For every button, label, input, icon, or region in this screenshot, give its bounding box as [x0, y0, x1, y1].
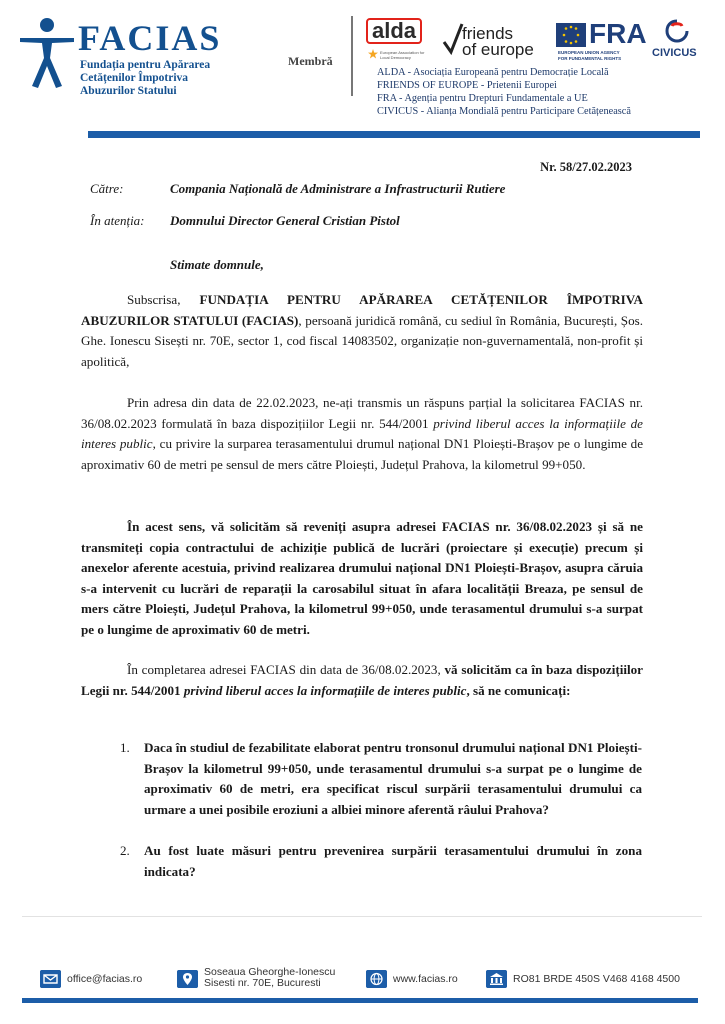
paragraph-context: Prin adresa din data de 22.02.2023, ne-ați transmis un răspuns parțial la solicitarea FACIAS nr. 36/08.02.2023 formulată în baza dispozițiilor Legii nr. 544/2001 privind liberul acces la informațiile de interes public, cu privire la surparea terasamentului drumul național DN1 Ploiești-Brașov pe o lungime de aproximativ 60 de metri pe sensul de mers către Ploiești, Județul Prahova, la kilometrul 99+050.: [81, 395, 644, 472]
header-divider: [351, 16, 353, 96]
partner-descriptions: [377, 66, 631, 118]
salutation: Stimate domnule,: [170, 257, 264, 272]
alda-star-icon: [368, 49, 378, 59]
list-item: 1. Daca în studiul de fezabilitate elaborat pentru tronsonul drumului național DN1 Ploiești-Brașov la kilometrul 99+050, unde terasamentul drumului s-a surpat pe o lungime de aproximativ 60 de metri, era specificat riscul surpării terasamentului drumului ca urmare a unei posibile eroziuni a albiei minore aferentă râului Prahova?: [120, 740, 642, 817]
facias-figure-icon: [18, 16, 76, 90]
email-icon: [40, 970, 61, 988]
paragraph-completion: În completarea adresei FACIAS din data de 36/08.02.2023, vă solicităm ca în baza dispozițiilor Legii nr. 544/2001 privind liberul acces la informațiile de interes public, să ne comunicați:: [81, 662, 643, 698]
friends-of-europe-logo: friends of europe: [442, 20, 542, 60]
footer-bar: [22, 998, 698, 1003]
attention-recipient: Domnului Director General Cristian Pistol: [170, 213, 400, 228]
footer-divider: [22, 916, 702, 917]
fra-logo: FRA EUROPEAN UNION AGENCY FOR FUNDAMENTAL RIGHTS: [558, 18, 647, 61]
civicus-emblem-icon: [664, 18, 690, 44]
member-label: Membră: [288, 54, 333, 68]
facias-logo: [18, 16, 248, 96]
eu-flag-icon: [556, 23, 586, 47]
letter-number: Nr. 58/27.02.2023: [540, 160, 632, 174]
to-recipient: Compania Națională de Administrare a Infrastructurii Rutiere: [170, 181, 506, 196]
globe-icon: [366, 970, 387, 988]
alda-logo: alda European Association for Local Democracy: [366, 18, 436, 62]
paragraph-intro: Subscrisa, FUNDAȚIA PENTRU APĂRAREA CETĂȚENILOR ÎMPOTRIVA ABUZURILOR STATULUI (FACIAS), persoană juridică română, cu sediul în România, București, Șos. Ghe. Ionescu Sisești nr. 70E, sector 1, cod fiscal 14083502, organizație non-guvernamentală, non-profit și apolitică,: [81, 292, 643, 369]
paragraph-request: În acest sens, vă solicităm să reveniți asupra adresei FACIAS nr. 36/08.02.2023 și să ne transmiteți copia contractului de achiziție publică de lucrări (proiectare și execuție) precum și anexelor aferente acestuia, privind realizarea drumului național DN1 Ploiești-Brașov, asupra căruia s-a intervenit cu lucrări de reparații la carosabilul situat în afara localității Breaza, pe sensul de mers către Ploiești, Județul Prahova, la kilometrul 99+050, unde terasamentul drumului s-a surpat pe o lungime de aproximativ 60 de metri.: [81, 519, 643, 637]
friends-check-icon: [442, 22, 464, 56]
partner-line: FRA - Agenția pentru Drepturi Fundamentale a UE: [377, 93, 588, 104]
partner-line: CIVICUS - Alianța Mondială pentru Participare Cetățenească: [377, 106, 631, 117]
attention-label: În atenția:: [90, 213, 145, 228]
to-label: Către:: [90, 181, 124, 196]
partner-line: ALDA - Asociația Europeană pentru Democrație Locală: [377, 67, 609, 78]
bank-icon: [486, 970, 507, 988]
org-name: FACIAS: [78, 18, 222, 58]
org-subtitle: Fundația pentru Apărarea Cetățenilor Împotriva Abuzurilor Statului: [80, 59, 211, 97]
partner-line: FRIENDS OF EUROPE - Prietenii Europei: [377, 80, 557, 91]
civicus-logo: CIVICUS: [650, 18, 710, 64]
header-bar: [88, 131, 700, 138]
question-list: [120, 738, 642, 882]
list-item: 2. Au fost luate măsuri pentru prevenirea surpării terasamentului drumului în zona indicata?: [120, 843, 642, 879]
location-pin-icon: [177, 970, 198, 988]
